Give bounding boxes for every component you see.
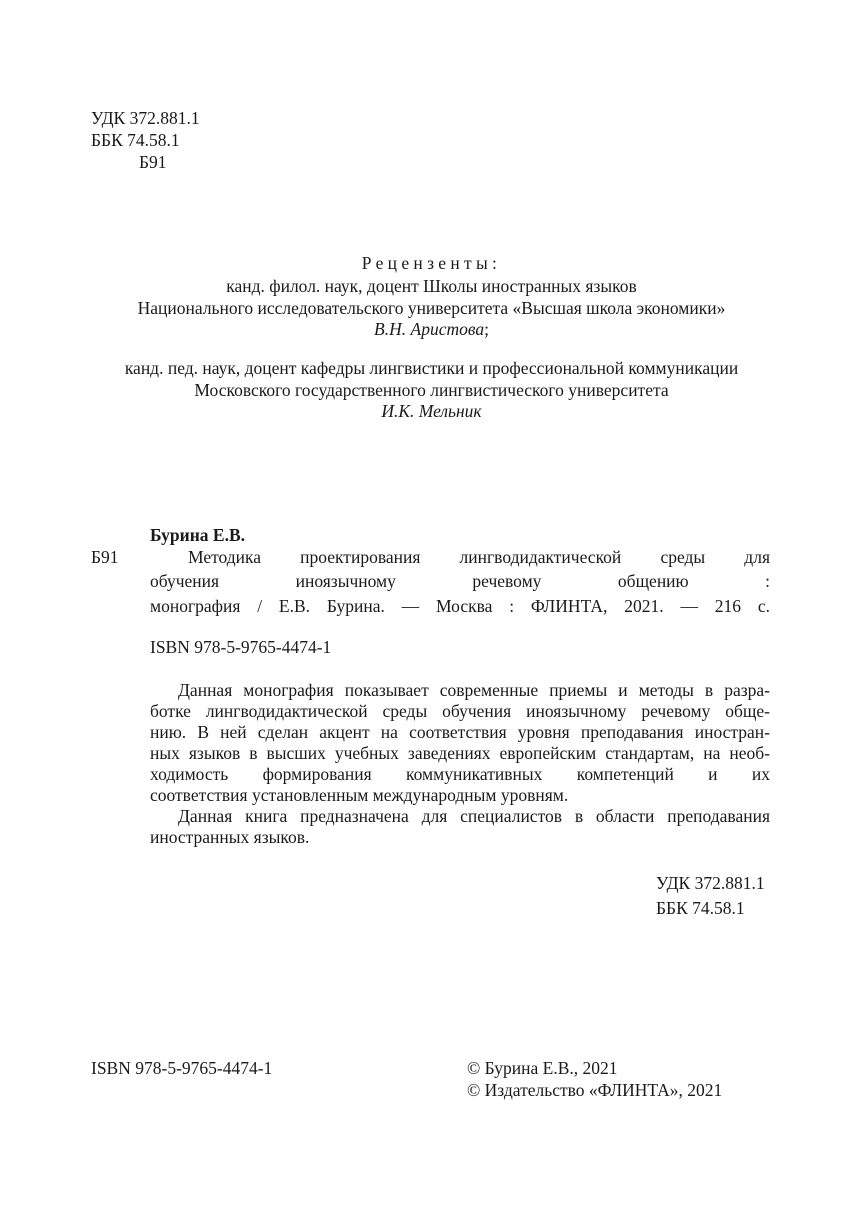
udk-code-top: УДК 372.881.1 [91, 108, 200, 128]
book-description-line: Методика проектирования лингводидактической среды для [188, 547, 770, 567]
reviewer1-name-line [0, 318, 863, 340]
isbn-card: ISBN 978-5-9765-4474-1 [150, 637, 332, 657]
annotation-line: соответствия установленным международным уровням. [150, 785, 569, 805]
reviewer2-name: И.К. Мельник [381, 401, 482, 421]
book-description-line: обучения иноязычному речевому общению : [150, 571, 770, 591]
annotation-line: ных языков в высших учебных заведениях европейским стандартам, на необ- [150, 743, 770, 763]
reviewer1-separator: ; [484, 319, 489, 339]
reviewer2-degree: канд. пед. наук, доцент кафедры лингвистики и профессиональной коммуникации [124, 358, 739, 378]
annotation-line: иностранных языков. [150, 827, 310, 847]
annotation-line: Данная книга предназначена для специалистов в области преподавания [178, 806, 770, 826]
reviewer1-name: В.Н. Аристова [374, 319, 485, 339]
copyright-author: © Бурина Е.В., 2021 [467, 1058, 618, 1078]
annotation-line: Данная монография показывает современные приемы и методы в разра- [178, 680, 770, 700]
author-cutter-card: Б91 [91, 547, 119, 567]
author-cutter-top: Б91 [139, 152, 167, 172]
annotation-line: ходимость формирования коммуникативных компетенций и их [150, 764, 770, 784]
annotation-line: ботке лингводидактической среды обучения иноязычному речевому обще- [150, 701, 770, 721]
bbk-code-top: ББК 74.58.1 [91, 130, 180, 150]
reviewers-heading: Рецензенты: [361, 253, 502, 273]
reviewer1-institution: Национального исследовательского университета «Высшая школа экономики» [137, 298, 726, 318]
udk-code-bottom: УДК 372.881.1 [656, 873, 765, 893]
book-description-line: монография / Е.В. Бурина. — Москва : ФЛИНТА, 2021. — 216 с. [150, 596, 770, 616]
annotation-line: нию. В ней сделан акцент на соответствия уровня преподавания иностран- [150, 722, 770, 742]
bbk-code-bottom: ББК 74.58.1 [656, 898, 745, 918]
book-author: Бурина Е.В. [150, 525, 246, 545]
isbn-footer: ISBN 978-5-9765-4474-1 [91, 1058, 273, 1078]
copyright-publisher: © Издательство «ФЛИНТА», 2021 [467, 1080, 723, 1100]
reviewer1-degree: канд. филол. наук, доцент Школы иностранных языков [226, 276, 637, 296]
reviewer2-institution: Московского государственного лингвистического университета [194, 380, 669, 400]
